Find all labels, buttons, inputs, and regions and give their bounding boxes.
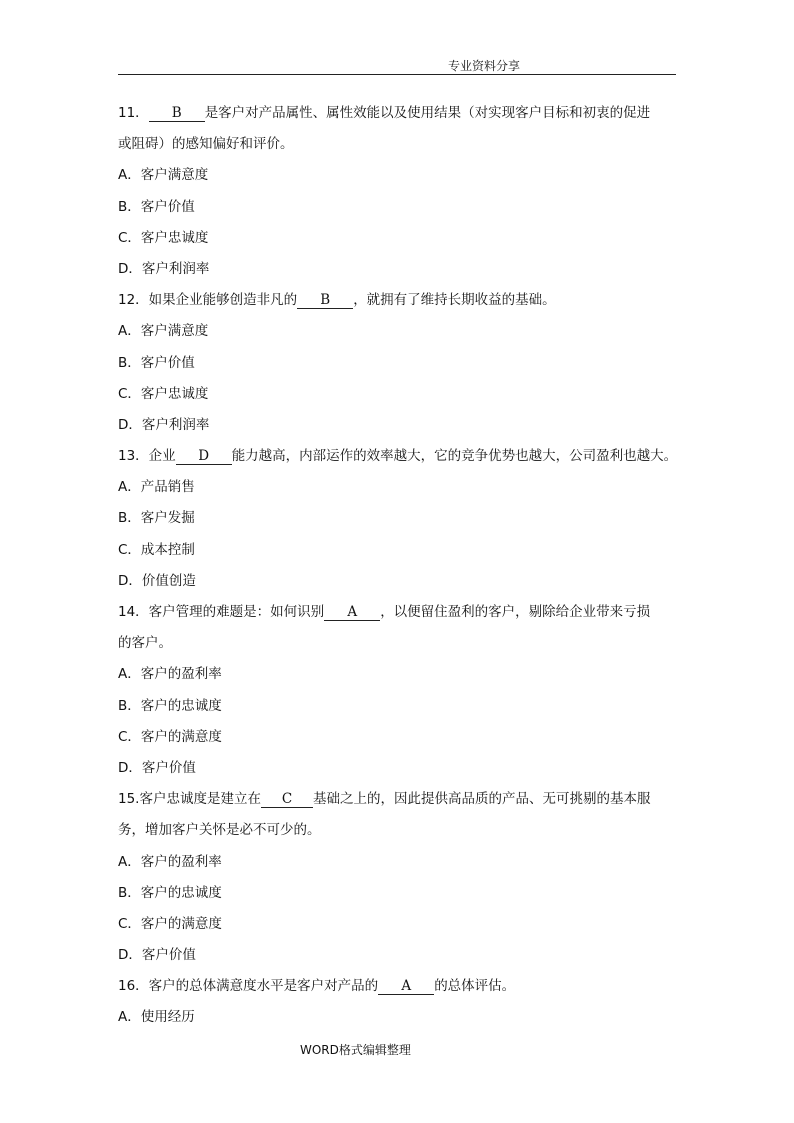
question-stem-continuation: 的客户。 (118, 635, 172, 652)
question-stem (118, 101, 698, 132)
option: A．客户的盈利率 (118, 666, 222, 683)
stem-text: 13．企业 (118, 448, 176, 465)
option: C．成本控制 (118, 541, 195, 558)
question-stem (118, 787, 698, 818)
stem-text: 是客户对产品属性、属性效能以及使用结果（对实现客户目标和初衷的促进 (204, 105, 651, 121)
option: D．价值创造 (118, 572, 196, 589)
stem-text: 基础之上的，因此提供高品质的产品、无可挑剔的基本服 (312, 791, 651, 808)
answer-blank: B (297, 292, 353, 309)
option: C．客户忠诚度 (118, 229, 209, 246)
stem-text: 能力越高，内部运作的效率越大，它的竞争优势也越大，公司盈利也越大。 (231, 448, 678, 465)
option: C．客户的满意度 (118, 728, 222, 745)
option: D．客户利润率 (118, 416, 210, 433)
answer-blank: A (378, 978, 434, 995)
option: B．客户的忠诚度 (118, 697, 222, 714)
option: B．客户价值 (118, 354, 195, 371)
stem-text: 16．客户的总体满意度水平是客户对产品的 (118, 978, 379, 995)
stem-text: ，以便留住盈利的客户，剔除给企业带来亏损 (380, 604, 651, 620)
option: B．客户发掘 (118, 510, 195, 527)
stem-text: 11． (118, 105, 149, 121)
page-header (118, 56, 676, 75)
option: A．客户满意度 (118, 167, 209, 184)
answer-blank: D (176, 448, 232, 465)
question-stem (118, 444, 698, 475)
header-text: 专业资料分享 (448, 59, 521, 73)
stem-text: 14．客户管理的难题是：如何识别 (118, 604, 325, 620)
option: B．客户的忠诚度 (118, 884, 222, 901)
option: D．客户利润率 (118, 260, 210, 277)
stem-text: ，就拥有了维持长期收益的基础。 (353, 292, 556, 309)
option: A．产品销售 (118, 479, 195, 496)
answer-blank: A (324, 604, 380, 621)
question-stem (118, 974, 698, 1005)
question-stem (118, 600, 698, 631)
question-stem-continuation: 或阻碍）的感知偏好和评价。 (118, 136, 294, 153)
answer-blank: C (261, 791, 313, 808)
option: D．客户价值 (118, 947, 196, 964)
question-stem-continuation: 务，增加客户关怀是必不可少的。 (118, 822, 321, 839)
option: C．客户忠诚度 (118, 385, 209, 402)
stem-text: 的总体评估。 (434, 978, 516, 995)
answer-blank: B (149, 105, 205, 122)
option: A．客户满意度 (118, 323, 209, 340)
stem-text: 12．如果企业能够创造非凡的 (118, 292, 298, 309)
option: A．客户的盈利率 (118, 853, 222, 870)
stem-text: 15.客户忠诚度是建立在 (118, 791, 261, 808)
option: B．客户价值 (118, 198, 195, 215)
option: A．使用经历 (118, 1009, 195, 1026)
question-stem (118, 288, 698, 319)
question-list (118, 101, 698, 1037)
option: C．客户的满意度 (118, 915, 222, 932)
page-footer: WORD格式编辑整理 (300, 1043, 411, 1057)
option: D．客户价值 (118, 759, 196, 776)
